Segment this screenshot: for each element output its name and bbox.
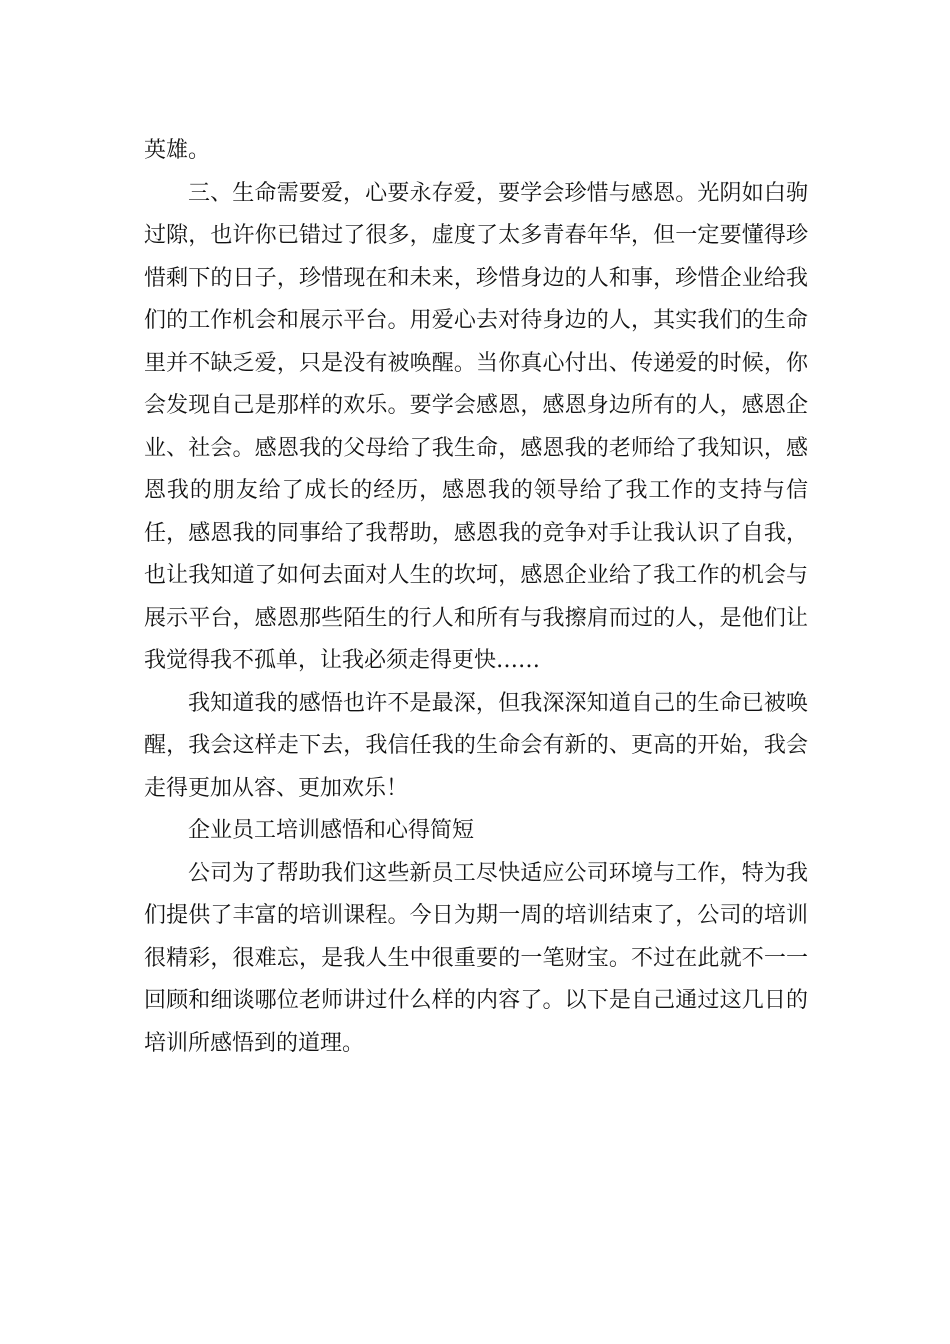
document-body bbox=[144, 130, 808, 1065]
paragraph-continuation: 英雄。 bbox=[144, 138, 211, 163]
paragraph-gratitude: 三、生命需要爱，心要永存爱，要学会珍惜与感恩。光阴如白驹过隙，也许你已错过了很多，虚度了太多青春年华，但一定要懂得珍惜剩下的日子，珍惜现在和未来，珍惜身边的人和事，珍惜企业给我们的工作机会和展示平台。用爱心去对待身边的人，其实我们的生命里并不缺乏爱，只是没有被唤醒。当你真心付出、传递爱的时候，你会发现自己是那样的欢乐。要学会感恩，感恩身边所有的人，感恩企业、社会。感恩我的父母给了我生命，感恩我的老师给了我知识，感恩我的朋友给了成长的经历，感恩我的领导给了我工作的支持与信任，感恩我的同事给了我帮助，感恩我的竞争对手让我认识了自我，也让我知道了如何去面对人生的坎坷，感恩企业给了我工作的机会与展示平台，感恩那些陌生的行人和所有与我擦肩而过的人，是他们让我觉得我不孤单，让我必须走得更快…… bbox=[144, 180, 808, 673]
paragraph-reflection: 我知道我的感悟也许不是最深，但我深深知道自己的生命已被唤醒，我会这样走下去，我信任我的生命会有新的、更高的开始，我会走得更加从容、更加欢乐！ bbox=[144, 690, 808, 801]
section-heading: 企业员工培训感悟和心得简短 bbox=[188, 818, 475, 843]
paragraph-training: 公司为了帮助我们这些新员工尽快适应公司环境与工作，特为我们提供了丰富的培训课程。今日为期一周的培训结束了，公司的培训很精彩，很难忘，是我人生中很重要的一笔财宝。不过在此就不一一回顾和细谈哪位老师讲过什么样的内容了。以下是自己通过这几日的培训所感悟到的道理。 bbox=[144, 860, 808, 1056]
